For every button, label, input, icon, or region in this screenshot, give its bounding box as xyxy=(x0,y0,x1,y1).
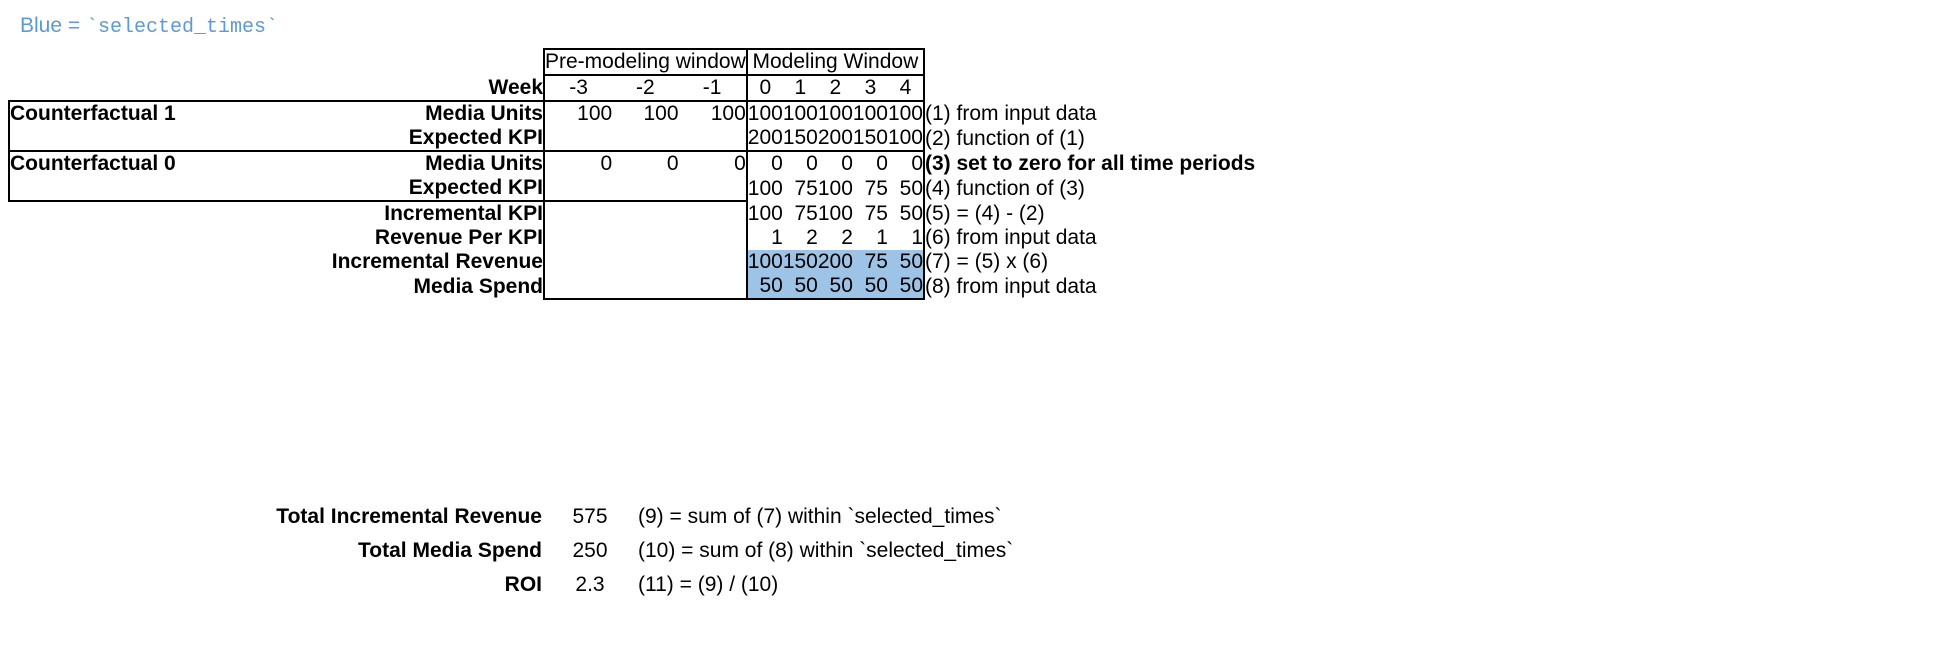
table-row xyxy=(9,151,1356,176)
row-label: Revenue Per KPI xyxy=(374,226,543,249)
cell-mod: 100 xyxy=(747,176,783,200)
cell-mod-selected: 50 xyxy=(747,274,783,299)
table-row xyxy=(9,176,1356,201)
cell-pre: 100 xyxy=(544,101,612,126)
cell-mod: 50 xyxy=(888,176,924,201)
cell-mod: 2 xyxy=(806,226,818,249)
row-label: Media Units xyxy=(259,151,544,176)
cell-mod: 100 xyxy=(817,102,853,125)
group-label xyxy=(9,226,259,250)
cell-pre xyxy=(612,201,678,226)
cell-pre xyxy=(544,226,612,250)
summary-label-roi: ROI xyxy=(504,573,542,596)
cell-pre xyxy=(544,274,612,299)
summary-row xyxy=(8,568,1013,602)
week-header-row xyxy=(9,75,1356,101)
cell-mod: 75 xyxy=(864,201,888,225)
cell-mod-selected: 200 xyxy=(817,250,853,273)
cell-mod: 1 xyxy=(888,226,924,250)
summary-section xyxy=(8,500,1013,602)
legend-code: `selected_times` xyxy=(85,16,278,39)
cell-pre xyxy=(612,250,678,274)
cell-mod: 0 xyxy=(853,151,888,176)
cell-pre xyxy=(544,176,612,201)
cell-pre: 0 xyxy=(612,151,678,176)
cell-mod: 100 xyxy=(817,176,853,200)
week-col--2: -2 xyxy=(612,75,678,101)
cell-mod: 1 xyxy=(876,226,888,249)
cell-mod: 75 xyxy=(794,176,818,200)
cell-mod: 0 xyxy=(888,151,924,176)
summary-row xyxy=(8,500,1013,534)
cell-pre: 0 xyxy=(679,151,747,176)
row-note: (2) function of (1) xyxy=(925,126,1085,150)
table-row xyxy=(9,126,1356,151)
row-label: Expected KPI xyxy=(259,176,544,201)
header-modeling-window: Modeling Window xyxy=(747,49,924,75)
cell-mod: 150 xyxy=(782,126,818,149)
cell-pre xyxy=(612,226,678,250)
week-col-4: 4 xyxy=(888,75,924,101)
cell-mod-selected: 75 xyxy=(853,250,888,274)
cell-mod: 0 xyxy=(818,151,853,176)
table-row xyxy=(9,101,1356,126)
cell-pre: 100 xyxy=(679,101,747,126)
cell-mod: 100 xyxy=(747,102,783,125)
cell-pre xyxy=(679,176,747,201)
summary-value-roi: 2.3 xyxy=(575,573,605,596)
table-row xyxy=(9,226,1356,250)
summary-value-total-media-spend: 250 xyxy=(572,539,608,562)
row-note: (6) from input data xyxy=(925,226,1097,249)
group-label xyxy=(9,176,259,201)
cell-mod: 100 xyxy=(747,201,783,225)
spacer-cell xyxy=(924,49,1356,75)
cell-mod: 100 xyxy=(852,102,888,125)
group-header-row xyxy=(9,49,1356,75)
summary-label-total-media-spend: Total Media Spend xyxy=(358,539,542,562)
group-label xyxy=(9,274,259,299)
spacer-cell xyxy=(9,49,259,75)
row-note: (8) from input data xyxy=(925,274,1097,298)
cell-mod: 200 xyxy=(747,126,783,149)
row-label: Media Spend xyxy=(413,274,543,298)
cell-mod: 0 xyxy=(747,151,783,176)
row-note: (4) function of (3) xyxy=(925,176,1085,200)
summary-note: (10) = sum of (8) within `selected_times` xyxy=(638,539,1014,562)
cell-pre xyxy=(679,126,747,151)
week-col-2: 2 xyxy=(818,75,853,101)
group-label-counterfactual-1: Counterfactual 1 xyxy=(9,101,259,126)
summary-row xyxy=(8,534,1013,568)
cell-pre xyxy=(612,274,678,299)
summary-note: (11) = (9) / (10) xyxy=(638,573,779,596)
cell-mod: 0 xyxy=(783,151,818,176)
table-row xyxy=(9,250,1356,274)
week-col--3: -3 xyxy=(544,75,612,101)
group-label-counterfactual-0: Counterfactual 0 xyxy=(9,151,259,176)
header-pre-modeling-window: Pre-modeling window xyxy=(545,50,746,73)
cell-mod: 100 xyxy=(817,201,853,225)
cell-mod: 75 xyxy=(864,176,888,200)
cell-mod-selected: 50 xyxy=(853,274,888,299)
cell-pre xyxy=(679,226,747,250)
cell-mod: 50 xyxy=(888,201,924,226)
row-note: (5) = (4) - (2) xyxy=(925,201,1045,225)
summary-note: (9) = sum of (7) within `selected_times` xyxy=(638,505,1002,528)
row-label: Expected KPI xyxy=(408,126,543,149)
cell-pre: 0 xyxy=(544,151,612,176)
week-label: Week xyxy=(488,75,543,99)
cell-pre xyxy=(612,176,678,201)
grid-table xyxy=(8,48,1357,300)
cell-pre xyxy=(679,201,747,226)
legend-prefix: Blue = xyxy=(20,14,86,37)
cell-mod-selected: 50 xyxy=(818,274,853,299)
summary-table xyxy=(8,500,1013,602)
cell-pre: 100 xyxy=(612,101,678,126)
cell-mod: 1 xyxy=(771,226,783,249)
row-label: Incremental Revenue xyxy=(331,250,543,273)
cell-mod-selected: 50 xyxy=(888,250,924,274)
week-col-1: 1 xyxy=(783,75,818,101)
summary-label-total-incremental-revenue: Total Incremental Revenue xyxy=(276,505,542,528)
row-note: (3) set to zero for all time periods xyxy=(925,151,1256,175)
cell-pre xyxy=(679,250,747,274)
cell-mod: 100 xyxy=(887,102,923,125)
roi-calculation-table xyxy=(8,48,1357,300)
cell-mod: 2 xyxy=(841,226,853,249)
cell-pre xyxy=(544,126,612,151)
cell-pre xyxy=(544,201,612,226)
table-row xyxy=(9,274,1356,299)
cell-mod-selected: 50 xyxy=(888,274,924,299)
summary-value-total-incremental-revenue: 575 xyxy=(572,505,608,528)
week-col--1: -1 xyxy=(679,75,747,101)
cell-mod: 150 xyxy=(852,126,888,149)
row-note: (1) from input data xyxy=(925,101,1097,125)
table-row xyxy=(9,201,1356,226)
cell-mod-selected: 100 xyxy=(747,250,783,273)
cell-mod: 100 xyxy=(782,102,818,125)
cell-mod: 75 xyxy=(794,201,818,225)
spacer-cell xyxy=(259,49,544,75)
group-label xyxy=(9,201,259,226)
cell-mod-selected: 150 xyxy=(782,250,818,273)
cell-mod-selected: 50 xyxy=(783,274,818,299)
spacer-cell xyxy=(9,75,259,101)
week-col-3: 3 xyxy=(853,75,888,101)
week-col-0: 0 xyxy=(747,75,783,101)
spacer-cell xyxy=(924,75,1356,101)
cell-pre xyxy=(679,274,747,299)
row-note: (7) = (5) x (6) xyxy=(925,250,1049,273)
row-label: Media Units xyxy=(259,101,544,126)
legend xyxy=(20,14,278,39)
group-label xyxy=(9,250,259,274)
cell-pre xyxy=(612,126,678,151)
row-label: Incremental KPI xyxy=(384,202,543,225)
cell-pre xyxy=(544,250,612,274)
group-label xyxy=(9,126,259,151)
cell-mod: 200 xyxy=(817,126,853,149)
cell-mod: 100 xyxy=(887,126,923,149)
